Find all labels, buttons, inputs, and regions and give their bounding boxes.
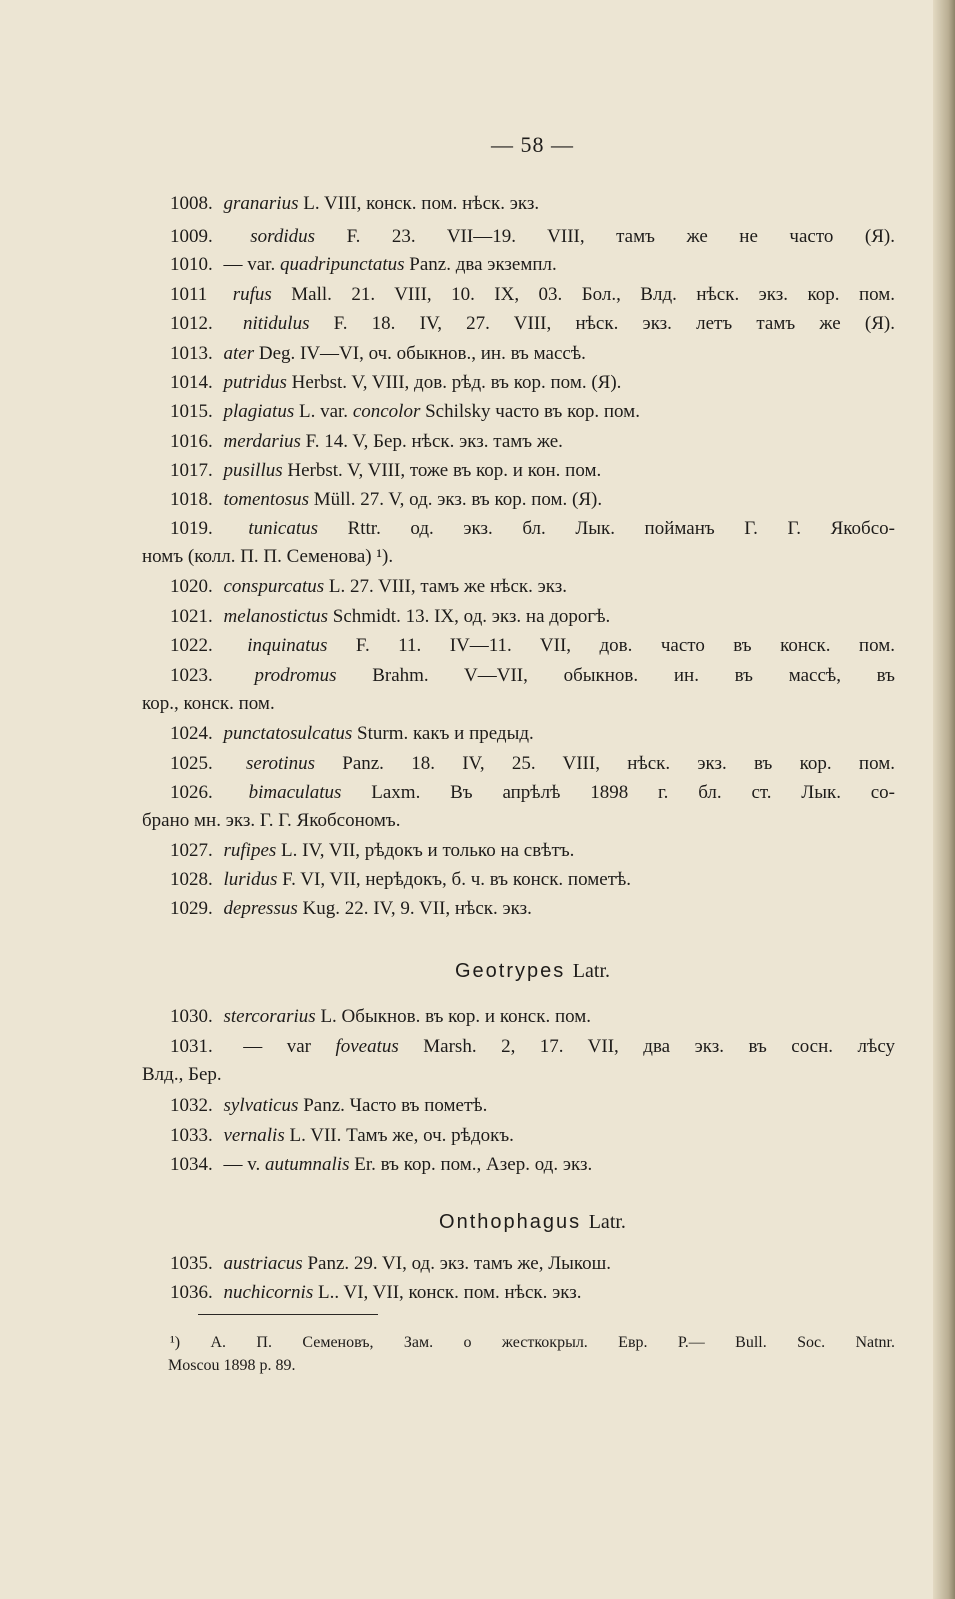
entry-line: 1034. — v. autumnalis Er. въ кор. пом., Азер. од. экз.: [170, 1154, 593, 1175]
book-spine-shadow: [933, 0, 955, 1599]
entry-line: 1014. putridus Herbst. V, VIII, дов. рѣд. въ кор. пом. (Я).: [170, 372, 622, 393]
genus-heading-onthophagus: Onthophagus Latr.: [439, 1211, 626, 1233]
page-number: — 58 —: [491, 132, 574, 157]
entry-line: 1024. punctatosulcatus Sturm. какъ и предыд.: [170, 723, 534, 744]
entry-line: 1030. stercorarius L. Обыкнов. въ кор. и конск. пом.: [170, 1006, 592, 1027]
entry-line: 1032. sylvaticus Panz. Часто въ пометѣ.: [170, 1095, 488, 1116]
entry-line: 1015. plagiatus L. var. concolor Schilsky часто въ кор. пом.: [170, 401, 640, 422]
entry-line-continuation: номъ (колл. П. П. Семенова) ¹).: [142, 546, 394, 567]
entry-line: 1035. austriacus Panz. 29. VI, од. экз. тамъ же, Лыкош.: [170, 1253, 612, 1274]
entry-line: 1009. sordidus F. 23. VII—19. VIII, тамъ же не часто (Я).: [170, 226, 895, 247]
genus-heading-geotrypes: Geotrypes Latr.: [454, 960, 611, 982]
footnote-line: Moscou 1898 p. 89.: [168, 1357, 296, 1374]
entry-line: 1021. melanostictus Schmidt. 13. IX, од. экз. на дорогѣ.: [170, 606, 611, 627]
footnote-separator: [198, 1314, 378, 1315]
entry-line: 1020. conspurcatus L. 27. VIII, тамъ же нѣск. экз.: [170, 576, 568, 597]
entry-line: 1036. nuchicornis L.. VI, VII, конск. пом. нѣск. экз.: [170, 1282, 582, 1303]
entry-line: 1010. — var. quadripunctatus Panz. два экземпл.: [170, 254, 557, 275]
entry-line: 1029. depressus Kug. 22. IV, 9. VII, нѣск. экз.: [170, 898, 532, 919]
entry-line: 1033. vernalis L. VII. Тамъ же, оч. рѣдокъ.: [170, 1125, 514, 1146]
entry-line: 1011 rufus Mall. 21. VIII, 10. IX, 03. Бол., Влд. нѣск. экз. кор. пом.: [170, 284, 895, 305]
entry-line: 1018. tomentosus Müll. 27. V, од. экз. въ кор. пом. (Я).: [170, 489, 603, 510]
entry-line: 1031. — var foveatus Marsh. 2, 17. VII, два экз. въ сосн. лѣсу: [170, 1036, 895, 1057]
entry-line: 1026. bimaculatus Laxm. Въ апрѣлѣ 1898 г. бл. ст. Лык. со-: [170, 782, 895, 803]
entry-line: 1019. tunicatus Rttr. од. экз. бл. Лык. пойманъ Г. Г. Якобсо-: [170, 518, 895, 539]
entry-line: 1012. nitidulus F. 18. IV, 27. VIII, нѣск. экз. летъ тамъ же (Я).: [170, 313, 895, 334]
entry-line: 1023. prodromus Brahm. V—VII, обыкнов. ин. въ массѣ, въ: [170, 665, 895, 686]
entry-line: 1008. granarius L. VIII, конск. пом. нѣск. экз.: [170, 193, 540, 214]
entry-line: 1016. merdarius F. 14. V, Бер. нѣск. экз. тамъ же.: [170, 431, 563, 452]
footnote-line: ¹) А. П. Семеновъ, Зам. о жесткокрыл. Евр. Р.— Bull. Soc. Natnr.: [170, 1334, 895, 1351]
entry-line: 1017. pusillus Herbst. V, VIII, тоже въ кор. и кон. пом.: [170, 460, 602, 481]
entry-line: 1028. luridus F. VI, VII, нерѣдокъ, б. ч. въ конск. пометѣ.: [170, 869, 632, 890]
entry-line-continuation: Влд., Бер.: [142, 1064, 222, 1085]
entry-line: 1025. serotinus Panz. 18. IV, 25. VIII, нѣск. экз. въ кор. пом.: [170, 753, 895, 774]
entry-line: 1013. ater Deg. IV—VI, оч. обыкнов., ин. въ массѣ.: [170, 343, 586, 364]
entry-line-continuation: брано мн. экз. Г. Г. Якобсономъ.: [142, 810, 401, 831]
entry-line: 1027. rufipes L. IV, VII, рѣдокъ и только на свѣтъ.: [170, 840, 575, 861]
entry-line: 1022. inquinatus F. 11. IV—11. VII, дов. часто въ конск. пом.: [170, 635, 895, 656]
entry-line-continuation: кор., конск. пом.: [142, 693, 275, 714]
